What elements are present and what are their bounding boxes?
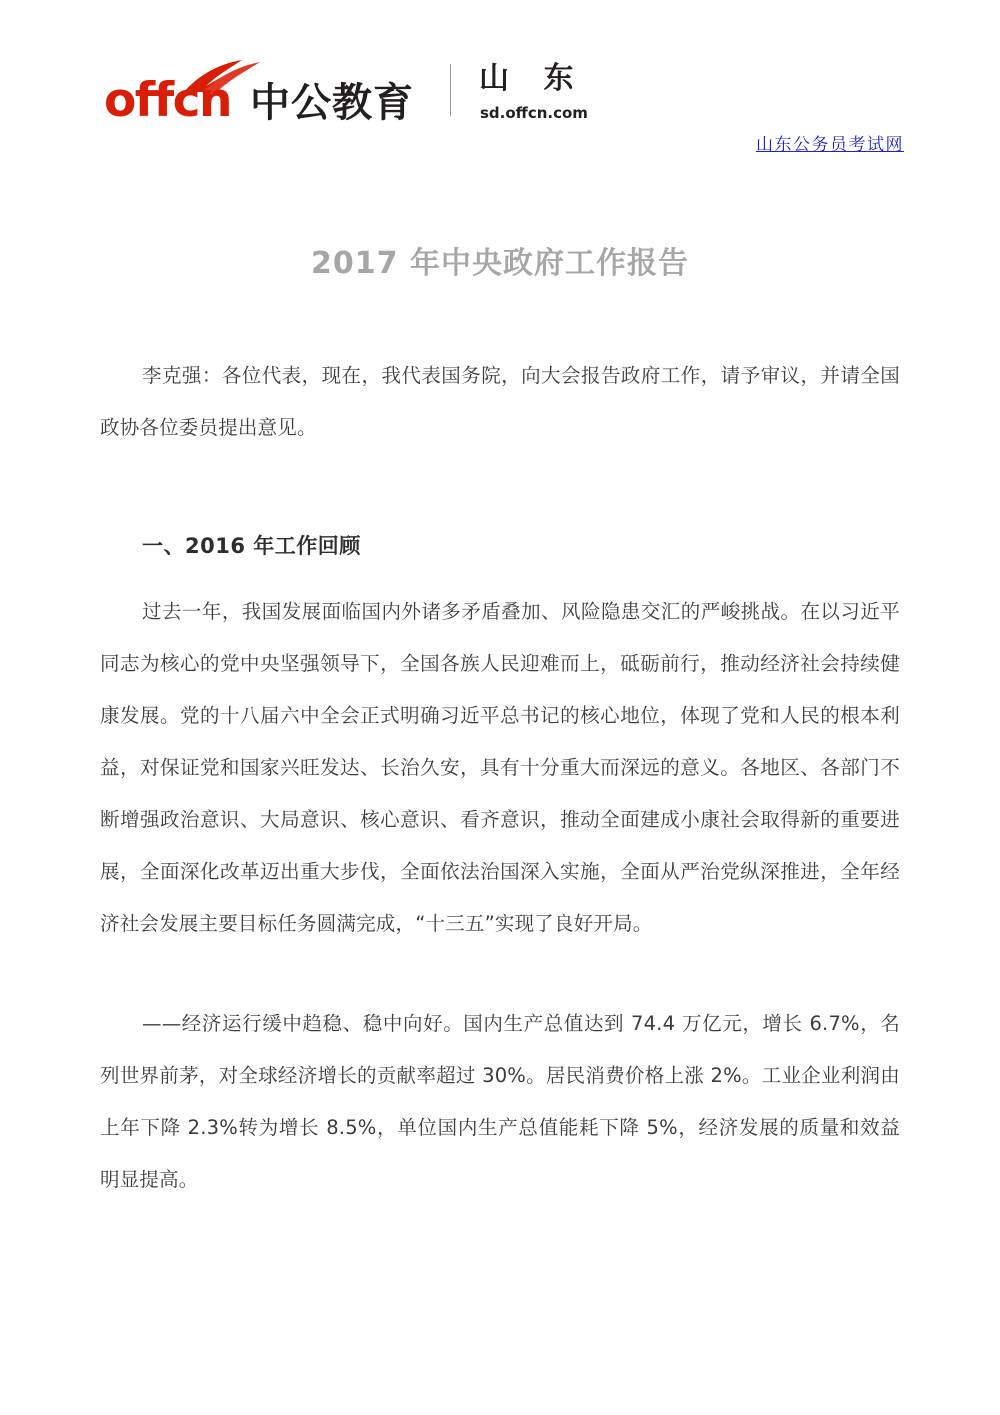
site-link[interactable]: 山东公务员考试网 [756,135,904,155]
logo-site-url: sd.offcn.com [480,104,588,122]
paragraph-opening: 李克强：各位代表，现在，我代表国务院，向大会报告政府工作，请予审议，并请全国政协各位委员提出意见。 [100,364,900,439]
logo-region-label: 山 东 [479,61,586,96]
page-header [0,0,1000,190]
logo-latin-wordmark: offcn [104,73,232,128]
logo-chinese-wordmark: 中公教育 [250,80,414,126]
spacer [100,972,900,998]
page-title: 2017 年中央政府工作报告 [311,246,689,281]
logo-divider [450,64,451,116]
logo-mark [104,60,588,128]
paragraph-economy-item: ——经济运行缓中趋稳、稳中向好。国内生产总值达到 74.4 万亿元，增长 6.7%，名列世界前茅，对全球经济增长的贡献率超过 30%。居民消费价格上涨 2%。工业企业利润由上年下降 2.3%转为增长 8.5%，单位国内生产总值能耗下降 5%，经济发展的质量和效益明显提高。 [100,1012,900,1191]
paragraph-review-overview: 过去一年，我国发展面临国内外诸多矛盾叠加、风险隐患交汇的严峻挑战。在以习近平同志为核心的党中央坚强领导下，全国各族人民迎难而上，砥砺前行，推动经济社会持续健康发展。党的十八届六中全会正式明确习近平总书记的核心地位，体现了党和人民的根本利益，对保证党和国家兴旺发达、长治久安，具有十分重大而深远的意义。各地区、各部门不断增强政治意识、大局意识、核心意识、看齐意识，推动全面建成小康社会取得新的重要进展，全面深化改革迈出重大步伐，全面依法治国深入实施，全面从严治党纵深推进，全年经济社会发展主要目标任务圆满完成，“十三五”实现了良好开局。 [100,600,900,935]
offcn-logo[interactable] [104,60,588,128]
document-body [100,350,900,1228]
spacer [100,476,900,502]
section-heading-review: 一、2016 年工作回顾 [142,534,361,558]
